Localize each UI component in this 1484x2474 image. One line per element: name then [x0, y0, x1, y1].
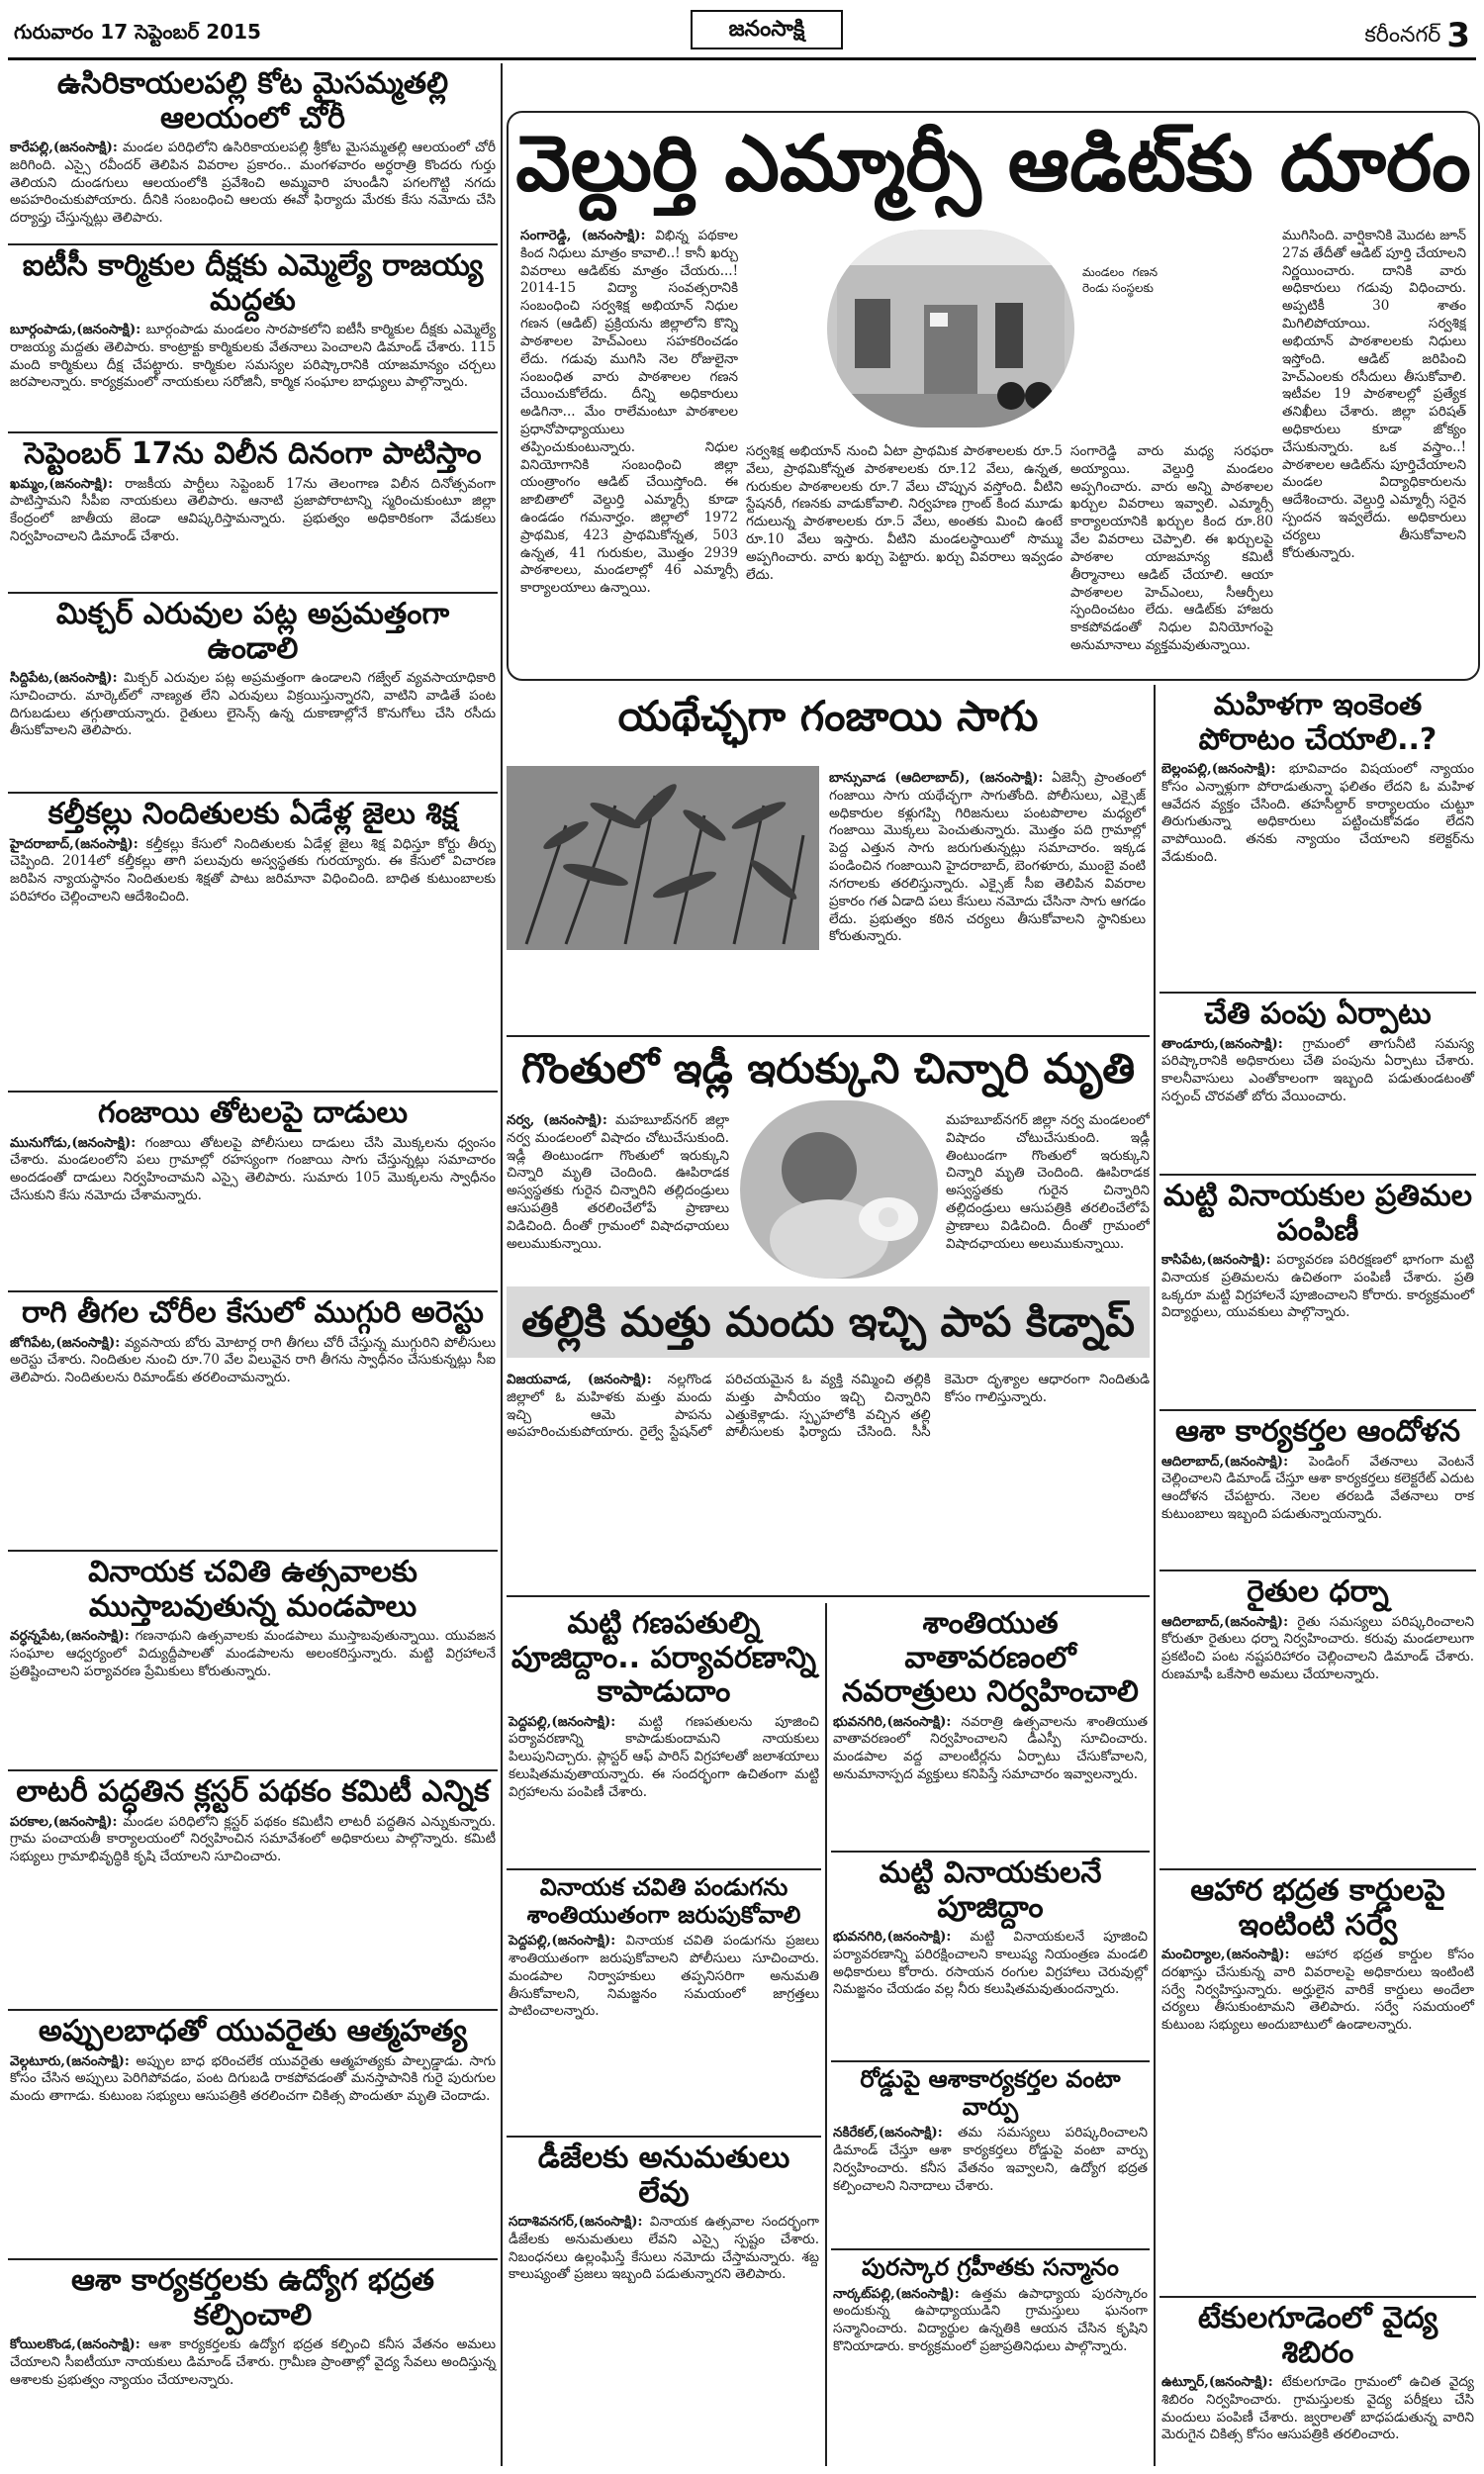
ganja-headline: యథేచ్ఛగా గంజాయి సాగు [617, 692, 1039, 740]
article-headline: మట్టి వినాయకులనే పూజిద్దాం [879, 1856, 1102, 1925]
child-text: మహబూబ్‌నగర్‌ జిల్లా నర్వ మండలంలో విషాదం చోటుచేసుకుంది. ఇడ్లీ తింటుండగా గొంతులో ఇరుక్కుని చిన్నారి మృతి చెందింది. ఊపిరాడక అస్వస్థతకు గురైన చిన్నారిని తల్లిదండ్రులు ఆసుపత్రికి తరలించేలోపే ప్రాణాలు విడిచింది. దీంతో గ్రామంలో విషాదఛాయలు అలుముకున్నాయి. [507, 1112, 729, 1252]
center-right-column [831, 1603, 1150, 2466]
article-body [1161, 761, 1474, 867]
article-headline: ఆశా కార్యకర్తలకు ఉద్యోగ భద్రత కల్పించాలి [70, 2263, 435, 2332]
article-dateline: మంచిర్యాల,(జనంసాక్షి): [1161, 1947, 1290, 1962]
article-body [10, 140, 496, 228]
column-divider [501, 63, 503, 2466]
article-dateline: తాండూరు,(జనంసాక్షి): [1161, 1035, 1283, 1052]
right-column [1159, 685, 1476, 2466]
masthead [8, 6, 1476, 60]
article-text: నవరాత్రి ఉత్సవాలను శాంతియుత వాతావరణంలో నిర్వహించాలని డీఎస్పీ సూచించారు. మండపాల వద్ద వాలంటీర్లను ఏర్పాటు చేసుకోవాలని, అనుమానాస్పద వ్యక్తులు కనిపిస్తే సమాచారం ఇవ్వాలన్నారు. [833, 1713, 1148, 1782]
kidnap-text: నల్లగొండ జిల్లాలో ఓ మహిళకు మత్తు మందు ఇచ్చి ఆమె పాపను అపహరించుకుపోయారు. రైల్వే స్టేషన్‌లో పరిచయమైన ఓ వ్యక్తి నమ్మించి తల్లికి మత్తు పానీయం ఇచ్చి చిన్నారిని ఎత్తుకెళ్లాడు. స్పృహలోకి వచ్చిన తల్లి పోలీసులకు ఫిర్యాదు చేసింది. సీసీ కెమెరా దృశ్యాల ఆధారంగా నిందితుడి కోసం గాలిస్తున్నారు. [507, 1372, 1150, 1441]
article-text: భూవివాదం విషయంలో న్యాయం కోసం ఎన్నాళ్లుగా పోరాడుతున్నా ఫలితం లేదని ఓ మహిళ ఆవేదన వ్యక్తం చేసింది. తహసీల్దార్‌ కార్యాలయం చుట్టూ తిరుగుతున్నా అధికారులు పట్టించుకోవడం లేదని వాపోయింది. తనకు న్యాయం చేయాలని కలెక్టర్‌ను వేడుకుంది. [1161, 761, 1474, 866]
article-text: మిక్చర్‌ ఎరువుల పట్ల అప్రమత్తంగా ఉండాలని గజ్వేల్‌ వ్యవసాయాధికారి సూచించారు. మార్కెట్‌లో నాణ్యత లేని ఎరువులు విక్రయిస్తున్నారని, వాటిని వాడితే పంట దిగుబడులు తగ్గుతాయన్నారు. రైతులు లైసెన్స్‌ ఉన్న దుకాణాల్లోనే కొనుగోలు చేసి రసీదు తీసుకోవాలని తెలిపారు. [10, 670, 496, 739]
article-body [509, 2214, 819, 2284]
left-column [8, 63, 498, 2466]
article-text: ఆశా కార్యకర్తలకు ఉద్యోగ భద్రత కల్పించి కనీస వేతనం అమలు చేయాలని సీఐటీయూ నాయకులు డిమాండ్‌ చేశారు. గ్రామీణ ప్రాంతాల్లో వైద్య సేవలు అందిస్తున్న ఆశాలకు ప్రభుత్వం న్యాయం చేయాలన్నారు. [10, 2336, 496, 2388]
article-headline: ఉసిరికాయలపల్లి కోట మైసమ్మతల్లి ఆలయంలో చోరీ [56, 66, 449, 136]
newspaper-logo: జనంసాక్షి [691, 10, 843, 49]
right-article-5 [1159, 1571, 1476, 1870]
article-body [10, 2336, 496, 2389]
article-body [1161, 1947, 1474, 2035]
ganja-photo [507, 766, 819, 950]
article-dateline: ఆదిలాబాద్‌,(జనంసాక్షి): [1161, 1613, 1289, 1630]
article-body [833, 2125, 1148, 2195]
article-body [10, 2053, 496, 2106]
article-headline: కల్తీకల్లు నిందితులకు ఏడేళ్ల జైలు శిక్ష [47, 797, 458, 831]
matti-ganapati-article [507, 1603, 821, 1870]
article-dateline: భువనగిరి,(జనంసాక్షి): [833, 1929, 952, 1945]
article-headline: పురస్కార గ్రహీతకు సన్మానం [862, 2253, 1119, 2281]
lead-col-3: సంగారెడ్డి వారు మధ్య సరఫరా అయ్యాయి. వెల్దుర్తి మండలం అప్పగించారు. వారు అన్ని పాఠశాలల ఖర్చుల వివరాలు ఇవ్వాలి. ఎమ్మార్సీ కార్యాలయానికి ఖర్చుల కింద రూ.80 వేల వివరాలు చెప్పాలి. ఈ ఖర్చులపై పాఠశాల యాజమాన్య కమిటీ తీర్మానాలు ఆడిట్‌ చేయాలి. ఆయా పాఠశాలల హెచ్‌ఎంలు, సీఆర్పీలు స్పందించటం లేదు. ఆడిట్‌కు హాజరు కాకపోవడంతో నిధుల వినియోగంపై అనుమానాలు వ్యక్తమవుతున్నాయి. [1070, 443, 1273, 653]
article-dateline: నార్కట్‌పల్లి,(జనంసాక్షి): [833, 2285, 960, 2302]
child-photo [740, 1100, 938, 1279]
lead-col-2: సర్వశిక్ష అభియాన్‌ నుంచి ఏటా ప్రాథమిక పాఠశాలలకు రూ.5 వేలు, ప్రాథమికోన్నత పాఠశాలలకు రూ.12 వేలు, ఉన్నత, గురుకుల పాఠశాలలకు రూ.7 వేలు చొప్పున వస్తోంది. వీటిని స్టేషనరీ, గణనకు వాడుకోవాలి. నిర్వహణ గ్రాంట్‌ కింద మూడు గదులున్న పాఠశాలలకు రూ.5 వేలు, అంతకు మించి ఉంటే రూ.10 వేలు ఇస్తారు. వీటిని మండలస్థాయిలో సొమ్ము అప్పగించారు. వారు ఖర్చు పెట్టారు. ఖర్చు వివరాలు ఇవ్వడం లేదు. [746, 443, 1063, 583]
article-text: ఆహార భద్రత కార్డుల కోసం దరఖాస్తు చేసుకున్న వారి వివరాలపై అధికారులు ఇంటింటి సర్వే నిర్వహిస్తున్నారు. అర్హులైన వారికే కార్డులు అందేలా చర్యలు తీసుకుంటామని తెలిపారు. సర్వే సమయంలో కుటుంబ సభ్యులు అందుబాటులో ఉండాలన్నారు. [1161, 1947, 1474, 2034]
article-body [10, 1135, 496, 1205]
article-dateline: సిద్దిపేట,(జనంసాక్షి): [10, 670, 118, 686]
child-body-2: మహబూబ్‌నగర్‌ జిల్లా నర్వ మండలంలో విషాదం చోటుచేసుకుంది. ఇడ్లీ తింటుండగా గొంతులో ఇరుక్కుని చిన్నారి మృతి చెందింది. ఊపిరాడక అస్వస్థతకు గురైన చిన్నారిని తల్లిదండ్రులు ఆసుపత్రికి తరలించేలోపే ప్రాణాలు విడిచింది. దీంతో గ్రామంలో విషాదఛాయలు అలుముకున్నాయి. [946, 1112, 1150, 1252]
article-headline: లాటరీ పద్ధతిన క్లస్టర్‌ పథకం కమిటీ ఎన్నిక [16, 1774, 490, 1809]
column-divider [825, 1603, 827, 2466]
article-body [10, 476, 496, 546]
child-eating-photo [740, 1100, 938, 1279]
article-body [833, 2286, 1148, 2356]
article-body [1161, 1454, 1474, 1524]
left-article-8 [8, 1552, 498, 1771]
article-dateline: హైదరాబాద్‌,(జనంసాక్షి): [10, 835, 139, 852]
lead-headline: వెల్దుర్తి ఎమ్మార్సీ ఆడిట్‌కు దూరం [515, 120, 1471, 209]
left-article-1 [8, 63, 498, 245]
article-headline: అప్పులబాధతో యువరైతు ఆత్మహత్య [38, 2014, 468, 2048]
article-dateline: నకిరేకల్‌,(జనంసాక్షి): [833, 2125, 943, 2141]
article-dateline: ఖమ్మం,(జనంసాక్షి): [10, 475, 114, 492]
article-dateline: సదాశివనగర్‌,(జనంసాక్షి): [509, 2214, 643, 2230]
article-text: వ్యవసాయ బోరు మోటార్ల రాగి తీగలు చోరీ చేస్తున్న ముగ్గురిని పోలీసులు అరెస్టు చేశారు. నిందితుల నుంచి రూ.70 వేల విలువైన రాగి తీగను స్వాధీనం చేసుకున్నట్లు సీఐ తెలిపారు. నిందితులను రిమాండ్‌కు తరలించామన్నారు. [10, 1334, 496, 1386]
kidnap-dateline: విజయవాడ, (జనంసాక్షి): [507, 1372, 652, 1387]
article-headline: గంజాయి తోటలపై దాడులు [97, 1095, 409, 1130]
navaratri-article [831, 1603, 1150, 1853]
article-text: గంజాయి తోటలపై పోలీసులు దాడులు చేసి మొక్కలను ధ్వంసం చేశారు. మండలంలోని పలు గ్రామాల్లో రహస్యంగా గంజాయి సాగు చేస్తున్నట్లు సమాచారం అందడంతో దాడులు నిర్వహించామని ఎస్సై తెలిపారు. సుమారు 105 మొక్కలను స్వాధీనం చేసుకుని కేసు నమోదు చేశామన్నారు. [10, 1134, 497, 1203]
article-dateline: కాసిపేట,(జనంసాక్షి): [1161, 1252, 1271, 1268]
article-text: బూర్గంపాడు మండలం సారపాకలోని ఐటీసీ కార్మికుల దీక్షకు ఎమ్మెల్యే రాజయ్య మద్దతు తెలిపారు. కాంట్రాక్టు కార్మికులకు వేతనాలు పెంచాలని డిమాండ్‌ చేశారు. 115 మంది కార్మికులు దీక్ష చేపట్టారు. కార్మికుల సమస్యల పరిష్కారానికి యాజమాన్యం చర్చలు జరపాలన్నారు. కార్యక్రమంలో నాయకులు సరోజినీ, కార్మిక సంఘాల బాధ్యులు పాల్గొన్నారు. [10, 322, 497, 391]
article-headline: టేకులగూడెంలో వైద్య శిబిరం [1197, 2301, 1438, 2370]
article-headline: డీజేలకు అనుమతులు లేవు [537, 2141, 790, 2210]
article-text: రైతు సమస్యలు పరిష్కరించాలని కోరుతూ రైతులు ధర్నా నిర్వహించారు. కరువు మండలాలుగా ప్రకటించి పంట నష్టపరిహారం చెల్లించాలని డిమాండ్‌ చేశారు. రుణమాఫీ ఒకేసారి అమలు చేయాలన్నారు. [1161, 1613, 1474, 1682]
lead-col-1 [520, 228, 738, 673]
left-article-4 [8, 594, 498, 794]
article-headline: చేతి పంపు ఏర్పాటు [1204, 997, 1432, 1031]
right-article-3 [1159, 1176, 1476, 1411]
lead-col-4: ముగిసింది. వార్షికానికి మొదట జూన్‌ 27వ తేదీతో ఆడిట్‌ పూర్తి చేయాలని నిర్ణయించారు. దానికి వారు అధికారులు గడువు విధించారు. అప్పటికీ 30 శాతం మిగిలిపోయాయి. సర్వశిక్ష అభియాన్‌ పాఠశాలలకు నిధులు ఇస్తోంది. ఆడిట్‌ జరిపించి హెచ్‌ఎంలకు రసీదులు తీసుకోవాలి. ఇటీవల 19 పాఠశాలల్లో ప్రత్యేక తనిఖీలు చేశారు. జిల్లా పరిషత్‌ అధికారులు కూడా జోక్యం చేసుకున్నారు. ఒక వస్త్రాం..! పాఠశాలల ఆడిట్‌ను పూర్తిచేయాలని మండల విద్యాధికారులను ఆదేశించారు. వెల్దుర్తి ఎమ్మార్సీ సరైన స్పందన ఇవ్వలేదు. అధికారులు చర్యలు తీసుకోవాలని కోరుతున్నారు. [1282, 228, 1466, 561]
article-body [1161, 1614, 1474, 1684]
article-text: కల్తీకల్లు కేసులో నిందితులకు ఏడేళ్ల జైలు శిక్ష విధిస్తూ కోర్టు తీర్పు చెప్పింది. 2014లో కల్తీకల్లు తాగి పలువురు అస్వస్థతకు గురయ్యారు. ఈ కేసులో విచారణ జరిపిన న్యాయస్థానం నిందితులకు శిక్షతో పాటు జరిమానా విధించింది. బాధిత కుటుంబాలకు పరిహారం చెల్లించాలని ఆదేశించింది. [10, 835, 496, 904]
left-article-11 [8, 2260, 498, 2466]
article-headline: శాంతియుత వాతావరణంలో నవరాత్రులు నిర్వహించాలి [842, 1606, 1139, 1709]
article-body [1161, 2374, 1474, 2444]
article-text: వినాయక ఉత్సవాల సందర్భంగా డీజేలకు అనుమతులు లేవని ఎస్సై స్పష్టం చేశారు. నిబంధనలు ఉల్లంఘిస్తే కేసులు నమోదు చేస్తామన్నారు. శబ్ద కాలుష్యంతో ప్రజలు ఇబ్బంది పడుతున్నారని తెలిపారు. [509, 2214, 819, 2283]
article-dateline: వర్ధన్నపేట,(జనంసాక్షి): [10, 1628, 130, 1644]
article-dateline: భువనగిరి,(జనంసాక్షి): [833, 1713, 952, 1730]
right-article-7 [1159, 2298, 1476, 2466]
article-dateline: ఆదిలాబాద్‌,(జనంసాక్షి): [1161, 1453, 1289, 1470]
article-body [833, 1929, 1148, 1999]
article-headline: రైతుల ధర్నా [1247, 1574, 1389, 1609]
article-body [10, 1335, 496, 1387]
ganja-body [829, 770, 1146, 1031]
article-text: గ్రామంలో తాగునీటి సమస్య పరిష్కారానికి అధికారులు చేతి పంపును ఏర్పాటు చేశారు. కాలనీవాసులు ఎంతోకాలంగా ఇబ్బంది పడుతుండటంతో సర్పంచ్‌ చొరవతో బోరు వేయించారు. [1161, 1035, 1474, 1104]
matti-vinayaka-article [831, 1853, 1150, 2062]
article-text: రాజకీయ పార్టీలు సెప్టెంబర్‌ 17ను తెలంగాణ విలీన దినోత్సవంగా పాటిస్తామని సీపీఐ నాయకులు తెలిపారు. ఆనాటి ప్రజాపోరాటాన్ని స్మరించుకుంటూ జిల్లా కేంద్రంలో జాతీయ జెండా ఆవిష్కరిస్తామన్నారు. ప్రభుత్వం అధికారికంగా వేడుకలు నిర్వహించాలని డిమాండ్‌ చేశారు. [10, 475, 496, 544]
article-text: పర్యావరణ పరిరక్షణలో భాగంగా మట్టి వినాయక ప్రతిమలను ఉచితంగా పంపిణీ చేశారు. ప్రతి ఒక్కరూ మట్టి విగ్రహాలనే పూజించాలని కోరారు. కార్యక్రమంలో విద్యార్థులు, యువకులు పాల్గొన్నారు. [1161, 1252, 1474, 1321]
article-headline: ఆశా కార్యకర్తల ఆందోళన [1174, 1414, 1461, 1449]
article-headline: ఆహార భద్రత కార్డులపై ఇంటింటి సర్వే [1190, 1873, 1445, 1943]
article-body [1161, 1036, 1474, 1106]
article-headline: ఐటీసీ కార్మికుల దీక్షకు ఎమ్మెల్యే రాజయ్య మద్దతు [22, 248, 484, 318]
article-text: గణనాథుని ఉత్సవాలకు మండపాలు ముస్తాబవుతున్నాయి. యువజన సంఘాల ఆధ్వర్యంలో విద్యుద్దీపాలతో మండపాలను అలంకరిస్తున్నారు. మట్టి విగ్రహాలనే ప్రతిష్టించాలని పర్యావరణ ప్రేమికులు కోరుతున్నారు. [10, 1628, 496, 1679]
building-photo [827, 230, 1074, 428]
article-text: అప్పుల బాధ భరించలేక యువరైతు ఆత్మహత్యకు పాల్పడ్డాడు. సాగు కోసం చేసిన అప్పులు పెరిగిపోవడం, పంట దిగుబడి రాకపోవడంతో మనస్తాపానికి గురై పురుగుల మందు తాగాడు. కుటుంబ సభ్యులు ఆసుపత్రికి తరలించగా చికిత్స పొందుతూ మృతి చెందాడు. [10, 2052, 497, 2105]
article-headline: రాగి తీగల చోరీల కేసులో ముగ్గురి అరెస్టు [22, 1295, 484, 1330]
lead-dateline: సంగారెడ్డి, (జనంసాక్షి): [520, 228, 646, 243]
article-body [10, 670, 496, 740]
left-article-3 [8, 433, 498, 594]
article-body [10, 836, 496, 906]
article-text: ఉత్తమ ఉపాధ్యాయ పురస్కారం అందుకున్న ఉపాధ్యాయుడిని గ్రామస్తులు ఘనంగా సన్మానించారు. విద్యార్థుల ఉన్నతికి ఆయన చేసిన కృషిని కొనియాడారు. కార్యక్రమంలో ప్రజాప్రతినిధులు పాల్గొన్నారు. [833, 2285, 1148, 2355]
lead-text-1: విభిన్న పథకాల కింద నిధులు మాత్రం కావాలి..! కానీ ఖర్చు వివరాలు ఆడిట్‌కు మాత్రం చేయరు...! 2014-15 విద్యా సంవత్సరానికి సంబంధించి సర్వశిక్ష అభియాన్‌ నిధుల గణన (ఆడిట్‌) ప్రక్రియను జిల్లాలోని కొన్ని పాఠశాలల హెచ్‌ఎంలు సహకరించడం లేదు. గడువు ముగిసి నెల రోజులైనా సంబంధిత వారు పాఠశాలల గణన చేయించుకోలేదు. దీన్ని అధికారులు అడిగినా... మేం రాలేమంటూ పాఠశాలల ప్రధానోపాధ్యాయులు తప్పించుకుంటున్నారు. నిధుల వినియోగానికి సంబంధించి జిల్లా యంత్రాంగం ఆడిట్‌ చేయిస్తోంది. ఈ జాబితాలో వెల్దుర్తి ఎమ్మార్సీ కూడా ఉండడం గమనార్హం. జిల్లాలో 1972 ప్రాథమిక, 423 ప్రాథమికోన్నత, 503 ఉన్నత, 41 గురుకుల, మొత్తం 2939 పాఠశాలలు, మండలాల్లో 46 ఎమ్మార్సీ కార్యాలయాలు ఉన్నాయి. [520, 228, 738, 597]
article-headline: సెప్టెంబర్‌ 17ను విలీన దినంగా పాటిస్తాం [24, 436, 482, 471]
right-article-2 [1159, 994, 1476, 1176]
ganja-plants-photo [507, 766, 819, 950]
ganja-text: ఏజెన్సీ ప్రాంతంలో గంజాయి సాగు యథేచ్ఛగా సాగుతోంది. పోలీసులు, ఎక్సైజ్‌ అధికారుల కళ్లుగప్పి గిరిజనులు పంటపొలాల మధ్యలో గంజాయి మొక్కలు పెంచుతున్నారు. మొత్తం పది గ్రామాల్లో పెద్ద ఎత్తున సాగు జరుగుతున్నట్లు సమాచారం. ఇక్కడ పండించిన గంజాయిని హైదరాబాద్‌, బెంగళూరు, ముంబై వంటి నగరాలకు తరలిస్తున్నారు. ఎక్సైజ్‌ సీఐ తెలిపిన వివరాల ప్రకారం గత ఏడాది పలు కేసులు నమోదు చేసినా సాగు ఆగడం లేదు. ప్రభుత్వం కఠిన చర్యలు తీసుకోవాలని స్థానికులు కోరుతున్నారు. [829, 770, 1146, 945]
asha-protest-article [831, 2062, 1150, 2250]
child-body [507, 1112, 729, 1281]
article-text: మట్టి గణపతులను పూజించి పర్యావరణాన్ని కాపాడుకుందామని నాయకులు పిలుపునిచ్చారు. ప్లాస్టర్‌ ఆఫ్‌ పారిస్‌ విగ్రహాలతో జలాశయాలు కలుషితమవుతాయన్నారు. ఈ సందర్భంగా ఉచితంగా మట్టి విగ్రహాలను పంపిణీ చేశారు. [509, 1713, 819, 1800]
article-text: వినాయక చవితి పండుగను ప్రజలు శాంతియుతంగా జరుపుకోవాలని పోలీసులు సూచించారు. మండపాల నిర్వాహకులు తప్పనిసరిగా అనుమతి తీసుకోవాలని, నిమజ్జనం సమయంలో జాగ్రత్తలు పాటించాలన్నారు. [509, 1933, 820, 2020]
center-left-column [507, 1603, 821, 2466]
article-headline: వినాయక చవితి ఉత్సవాలకు ముస్తాబవుతున్న మండపాలు [88, 1555, 417, 1624]
article-text: మట్టి వినాయకులనే పూజించి పర్యావరణాన్ని పరిరక్షించాలని కాలుష్య నియంత్రణ మండలి అధికారులు కోరారు. రసాయన రంగుల విగ్రహాలు చెరువుల్లో నిమజ్జనం చేయడం వల్ల నీరు కలుషితమవుతుందన్నారు. [833, 1929, 1149, 1998]
kidnap-headline: తల్లికి మత్తు మందు ఇచ్చి పాప కిడ్నాప్‌ [507, 1286, 1150, 1358]
article-headline: మట్టి గణపతుల్ని పూజిద్దాం.. పర్యావరణాన్ని కాపాడుదాం [510, 1606, 817, 1709]
ganja-story [507, 685, 1150, 1037]
article-text: తమ సమస్యలు పరిష్కరించాలని డిమాండ్‌ చేస్తూ ఆశా కార్యకర్తలు రోడ్డుపై వంటా వార్పు నిర్వహించారు. కనీస వేతనం ఇవ్వాలని, ఉద్యోగ భద్రత కల్పించాలని నినాదాలు చేశారు. [833, 2125, 1148, 2194]
article-body [509, 1714, 819, 1802]
article-dateline: పెద్దపల్లి,(జనంసాక్షి): [509, 1713, 616, 1730]
dj-permission-article [507, 2138, 821, 2464]
article-headline: మహిళగా ఇంకెంత పోరాటం చేయాలి..? [1198, 688, 1438, 757]
vinayaka-shanti-article [507, 1870, 821, 2138]
article-dateline: కారేపల్లి,(జనంసాక్షి): [10, 140, 118, 155]
lead-photo-caption: మండలం గణన రెండు సంస్థలకు [1082, 265, 1158, 295]
article-dateline: జోగిపేట,(జనంసాక్షి): [10, 1334, 121, 1351]
kidnap-body [507, 1372, 1150, 1591]
column-divider [1154, 685, 1156, 2466]
article-dateline: వెల్గటూరు,(జనంసాక్షి): [10, 2052, 130, 2069]
lead-story [507, 111, 1480, 681]
article-dateline: పెద్దపల్లి,(జనంసాక్షి): [509, 1933, 616, 1950]
page-number: 3 [1446, 16, 1470, 55]
issue-date: గురువారం 17 సెప్టెంబర్‌ 2015 [14, 20, 261, 44]
left-article-5 [8, 794, 498, 1093]
article-dateline: బూర్గంపాడు,(జనంసాక్షి): [10, 322, 141, 337]
article-dateline: కోయిలకొండ,(జనంసాక్షి): [10, 2336, 140, 2352]
ganja-dateline: బాన్సువాడ (ఆదిలాబాద్‌), (జనంసాక్షి): [829, 770, 1044, 786]
article-text: మండల పరిధిలోని ఉసిరికాయలపల్లి శ్రీకోట మైసమ్మతల్లి ఆలయంలో చోరీ జరిగింది. ఎస్సై రవీందర్‌ తెలిపిన వివరాల ప్రకారం.. మంగళవారం అర్ధరాత్రి కొందరు గుర్తు తెలియని దుండగులు ఆలయంలోకి ప్రవేశించి అమ్మవారి హుండీని పగలగొట్టి నగదు అపహరించుకుపోయారు. దీనికి సంబంధించి ఆలయ ఈవో ఫిర్యాదు మేరకు కేసు నమోదు చేసి దర్యాప్తు చేస్తున్నట్లు తెలిపారు. [10, 140, 496, 227]
left-article-2 [8, 245, 498, 433]
article-dateline: పరకాల,(జనంసాక్షి): [10, 1813, 118, 1830]
article-body [10, 1814, 496, 1866]
section-name: కరీంనగర్‌ [1364, 23, 1441, 48]
award-article [831, 2250, 1150, 2466]
article-headline: మిక్చర్‌ ఎరువుల పట్ల అప్రమత్తంగా ఉండాలి [55, 597, 450, 666]
lead-photo [827, 230, 1074, 428]
child-headline: గొంతులో ఇడ్లీ ఇరుక్కుని చిన్నారి మృతి [520, 1044, 1136, 1093]
right-article-6 [1159, 1870, 1476, 2298]
child-dateline: నర్వ, (జనంసాక్షి): [507, 1112, 607, 1128]
article-body [10, 322, 496, 392]
section-label [1364, 16, 1470, 55]
article-body [1161, 1252, 1474, 1322]
article-text: పెండింగ్‌ వేతనాలు వెంటనే చెల్లించాలని డిమాండ్‌ చేస్తూ ఆశా కార్యకర్తలు కలెక్టరేట్‌ ఎదుట ఆందోళన చేపట్టారు. నెలల తరబడి వేతనాలు రాక కుటుంబాలు ఇబ్బంది పడుతున్నాయన్నారు. [1161, 1453, 1474, 1522]
article-dateline: ఉట్నూర్‌,(జనంసాక్షి): [1161, 2374, 1273, 2390]
article-dateline: మునుగోడు,(జనంసాక్షి): [10, 1134, 137, 1151]
right-article-4 [1159, 1411, 1476, 1571]
left-article-9 [8, 1771, 498, 2011]
article-body [833, 1714, 1148, 1784]
article-headline: రోడ్డుపై ఆశాకార్యకర్తల వంటా వార్పు [860, 2065, 1121, 2121]
article-dateline: బెల్లంపల్లి,(జనంసాక్షి): [1161, 761, 1276, 777]
left-article-7 [8, 1292, 498, 1552]
article-body [509, 1933, 819, 2021]
right-article-1 [1159, 685, 1476, 994]
article-text: టేకులగూడెం గ్రామంలో ఉచిత వైద్య శిబిరం నిర్వహించారు. గ్రామస్తులకు వైద్య పరీక్షలు చేసి మందులు పంపిణీ చేశారు. జ్వరాలతో బాధపడుతున్న వారిని మెరుగైన చికిత్స కోసం ఆసుపత్రికి తరలించారు. [1161, 2374, 1474, 2443]
article-text: మండల పరిధిలోని క్లస్టర్‌ పథకం కమిటీని లాటరీ పద్ధతిన ఎన్నుకున్నారు. గ్రామ పంచాయతీ కార్యాలయంలో నిర్వహించిన సమావేశంలో అధికారులు పాల్గొన్నారు. కమిటీ సభ్యులు గ్రామాభివృద్ధికి కృషి చేయాలని సూచించారు. [10, 1813, 497, 1865]
left-article-10 [8, 2011, 498, 2260]
left-article-6 [8, 1093, 498, 1292]
article-headline: వినాయక చవితి పండుగను శాంతియుతంగా జరుపుకోవాలి [526, 1873, 801, 1929]
article-headline: మట్టి వినాయకుల ప్రతిమల పంపిణీ [1163, 1179, 1472, 1248]
article-body [10, 1628, 496, 1680]
kidnap-story [507, 1286, 1150, 1597]
